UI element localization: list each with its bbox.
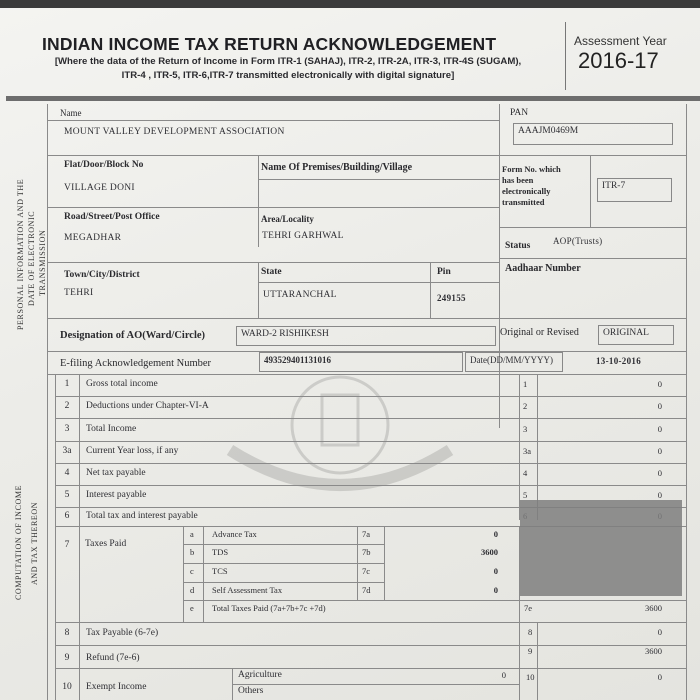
row-value: 0 — [657, 446, 662, 456]
taxes-row-label: TCS — [212, 566, 228, 576]
frame-right — [686, 104, 687, 700]
form-no-label — [502, 164, 561, 208]
row-value: 0 — [657, 401, 662, 411]
row-label: Current Year loss, if any — [86, 446, 179, 456]
ack-label: E-filing Acknowledgement Number — [60, 358, 212, 369]
form-title: INDIAN INCOME TAX RETURN ACKNOWLEDGEMENT — [42, 34, 497, 54]
rule-row10-subdiv — [232, 684, 519, 685]
greyed-cells-block — [520, 500, 682, 596]
side-label-computation-1: COMPUTATION OF INCOME — [14, 484, 23, 600]
rule-ao — [47, 318, 686, 319]
taxes-row-code: 7c — [362, 566, 371, 576]
taxes-row-label: Advance Tax — [212, 529, 257, 539]
row-rule — [55, 507, 519, 508]
pan-value: AAAJM0469M — [513, 123, 673, 145]
rule-row10-top — [55, 668, 686, 669]
row10-value: 0 — [657, 672, 662, 682]
row-label: Net tax payable — [86, 468, 146, 478]
rule-name — [47, 120, 499, 121]
row9-number: 9 — [64, 653, 70, 663]
rule-comp-num — [79, 374, 80, 700]
city-label: Town/City/District — [64, 270, 140, 280]
row-rule — [55, 485, 519, 486]
row-code: 1 — [523, 379, 528, 389]
row10-sub1-value: 0 — [501, 670, 506, 680]
form-no-value: ITR-7 — [597, 178, 672, 202]
row-value: 0 — [657, 379, 662, 389]
premises-label: Name Of Premises/Building/Village — [261, 162, 413, 173]
rule-city — [47, 262, 499, 263]
road-value: MEGADHAR — [64, 233, 122, 243]
row-rule-right — [519, 374, 686, 375]
flat-value: VILLAGE DONI — [64, 183, 135, 193]
taxes-row-code: 7d — [362, 585, 371, 595]
row-rule-right — [519, 463, 686, 464]
rule-row8-top — [55, 622, 686, 623]
row-code: 5 — [523, 490, 528, 500]
row-rule — [55, 463, 519, 464]
row7-number: 7 — [64, 540, 70, 550]
row-number: 3a — [62, 446, 72, 456]
taxes-row-letter: a — [190, 529, 194, 539]
rule-row8-value — [537, 622, 538, 700]
status-label: Status — [505, 241, 531, 251]
row-value: 0 — [657, 424, 662, 434]
row-number: 6 — [64, 511, 70, 521]
assessment-year-label: Assessment Year — [574, 34, 667, 48]
taxes-row-rule — [183, 563, 384, 564]
row10-code: 10 — [526, 672, 535, 682]
rule-row7-sub-letter — [203, 526, 204, 622]
taxes-row-value: 3600 — [481, 547, 498, 557]
row-number: 2 — [64, 401, 70, 411]
taxes-row-value: 3600 — [645, 603, 662, 613]
taxes-row-rule — [183, 600, 686, 601]
rule-row7-sub-left — [183, 526, 184, 622]
assessment-year-value: 2016-17 — [578, 48, 659, 73]
row8-value: 0 — [657, 627, 662, 637]
orig-label: Original or Revised — [500, 327, 579, 338]
form-no-label-4: transmitted — [502, 197, 545, 207]
aadhaar-label: Aadhaar Number — [505, 263, 581, 274]
rule-status-top — [499, 227, 686, 228]
taxes-row-rule — [183, 582, 384, 583]
row-code: 3 — [523, 424, 528, 434]
taxes-row-value: 0 — [493, 585, 498, 595]
pin-value: 249155 — [437, 293, 466, 303]
taxes-row-code: 7a — [362, 529, 371, 539]
area-value: TEHRI GARHWAL — [262, 231, 344, 241]
top-edge-band — [0, 0, 700, 8]
row-label: Gross total income — [86, 379, 158, 389]
side-label-personal-1: PERSONAL INFORMATION AND THE — [16, 178, 25, 330]
state-value: UTTARANCHAL — [263, 290, 337, 300]
row-rule-right — [519, 418, 686, 419]
rule-row9-top — [55, 645, 686, 646]
row-label: Total Income — [86, 424, 137, 434]
orig-value: ORIGINAL — [598, 325, 674, 345]
city-value: TEHRI — [64, 288, 94, 298]
taxes-row-rule — [183, 544, 384, 545]
pin-label: Pin — [437, 267, 451, 277]
rule-road — [47, 207, 499, 208]
row-code: 3a — [523, 446, 532, 456]
row-label: Deductions under Chapter-VI-A — [86, 401, 209, 411]
row-rule — [55, 441, 519, 442]
row9-value: 3600 — [645, 646, 662, 656]
rule-aadhaar-top — [499, 258, 686, 259]
form-no-label-3: electronically — [502, 186, 551, 196]
row9-code: 9 — [528, 646, 533, 656]
row-code: 2 — [523, 401, 528, 411]
row-number: 4 — [64, 468, 70, 478]
status-value: AOP(Trusts) — [553, 236, 603, 246]
row8-code: 8 — [528, 627, 533, 637]
row-value: 0 — [657, 468, 662, 478]
row-rule — [55, 418, 519, 419]
rule-form-divider — [590, 155, 591, 227]
state-label: State — [261, 267, 282, 277]
rule-row8-code — [519, 622, 520, 700]
taxes-row-label: TDS — [212, 547, 229, 557]
row10-sub1-label: Agriculture — [238, 670, 282, 680]
pan-label: PAN — [510, 108, 529, 118]
rule-state-under — [258, 282, 499, 283]
row-rule — [55, 374, 519, 375]
row-rule-right — [519, 441, 686, 442]
ao-label: Designation of AO(Ward/Circle) — [60, 330, 206, 341]
date-label: Date(DD/MM/YYYY) — [465, 352, 563, 372]
row-number: 5 — [64, 490, 70, 500]
row8-label: Tax Payable (6-7e) — [86, 628, 159, 638]
row7-label: Taxes Paid — [85, 539, 127, 549]
row-number: 3 — [64, 424, 70, 434]
row9-label: Refund (7e-6) — [86, 653, 140, 663]
form-no-label-2: has been — [502, 175, 534, 185]
taxes-row-letter: c — [190, 566, 194, 576]
row-rule-right — [519, 485, 686, 486]
form-no-label-1: Form No. which — [502, 164, 561, 174]
taxes-row-letter: d — [190, 585, 195, 595]
row-label: Total tax and interest payable — [86, 511, 198, 521]
taxes-row-code: 7e — [524, 603, 533, 613]
rule-state-divider — [258, 262, 259, 318]
row-rule-right — [519, 396, 686, 397]
row-number: 1 — [64, 379, 70, 389]
row10-sub2-label: Others — [238, 686, 264, 696]
taxes-row-value: 0 — [493, 566, 498, 576]
row-label: Interest payable — [86, 490, 147, 500]
row8-number: 8 — [64, 628, 70, 638]
side-label-computation-2: AND TAX THEREON — [30, 501, 39, 585]
taxes-row-label: Total Taxes Paid (7a+7b+7c +7d) — [212, 603, 326, 613]
form-subtitle-line1: [Where the data of the Return of Income in Form ITR-1 (SAHAJ), ITR-2, ITR-2A, ITR-3, ITR-4S (SUGAM), — [54, 56, 522, 67]
area-label: Area/Locality — [261, 214, 314, 224]
side-label-personal-3: TRANSMISSION — [38, 229, 47, 296]
form-subtitle — [14, 55, 562, 83]
side-label-personal-2: DATE OF ELECTRONIC — [27, 210, 36, 306]
date-value: 13-10-2016 — [596, 356, 641, 366]
row10-number: 10 — [62, 682, 72, 692]
row-rule — [55, 396, 519, 397]
header-rule — [6, 96, 700, 101]
flat-label: Flat/Door/Block No — [64, 160, 144, 170]
taxes-row-letter: b — [190, 547, 195, 557]
name-value: MOUNT VALLEY DEVELOPMENT ASSOCIATION — [64, 127, 285, 137]
rule-pan-divider — [499, 104, 500, 428]
rule-pin-divider — [430, 262, 431, 318]
taxes-row-value: 0 — [493, 529, 498, 539]
rule-premises-under — [258, 179, 499, 180]
row-value: 0 — [657, 490, 662, 500]
rule-row7-val — [384, 526, 385, 600]
form-subtitle-line2: ITR-4 , ITR-5, ITR-6,ITR-7 transmitted electronically with digital signature] — [121, 70, 455, 81]
rule-premises-divider — [258, 155, 259, 247]
income-tax-department-seal — [225, 370, 455, 520]
taxes-row-label: Self Assessment Tax — [212, 585, 283, 595]
road-label: Road/Street/Post Office — [64, 212, 160, 222]
ao-value: WARD-2 RISHIKESH — [236, 326, 496, 346]
name-label: Name — [60, 108, 82, 118]
row10-label: Exempt Income — [86, 682, 147, 692]
taxes-row-code: 7b — [362, 547, 371, 557]
ack-value: 493529401131016 — [259, 352, 463, 372]
row-code: 4 — [523, 468, 528, 478]
frame-left — [47, 104, 48, 700]
taxes-row-letter: e — [190, 603, 194, 613]
rule-comp-left — [55, 374, 56, 700]
